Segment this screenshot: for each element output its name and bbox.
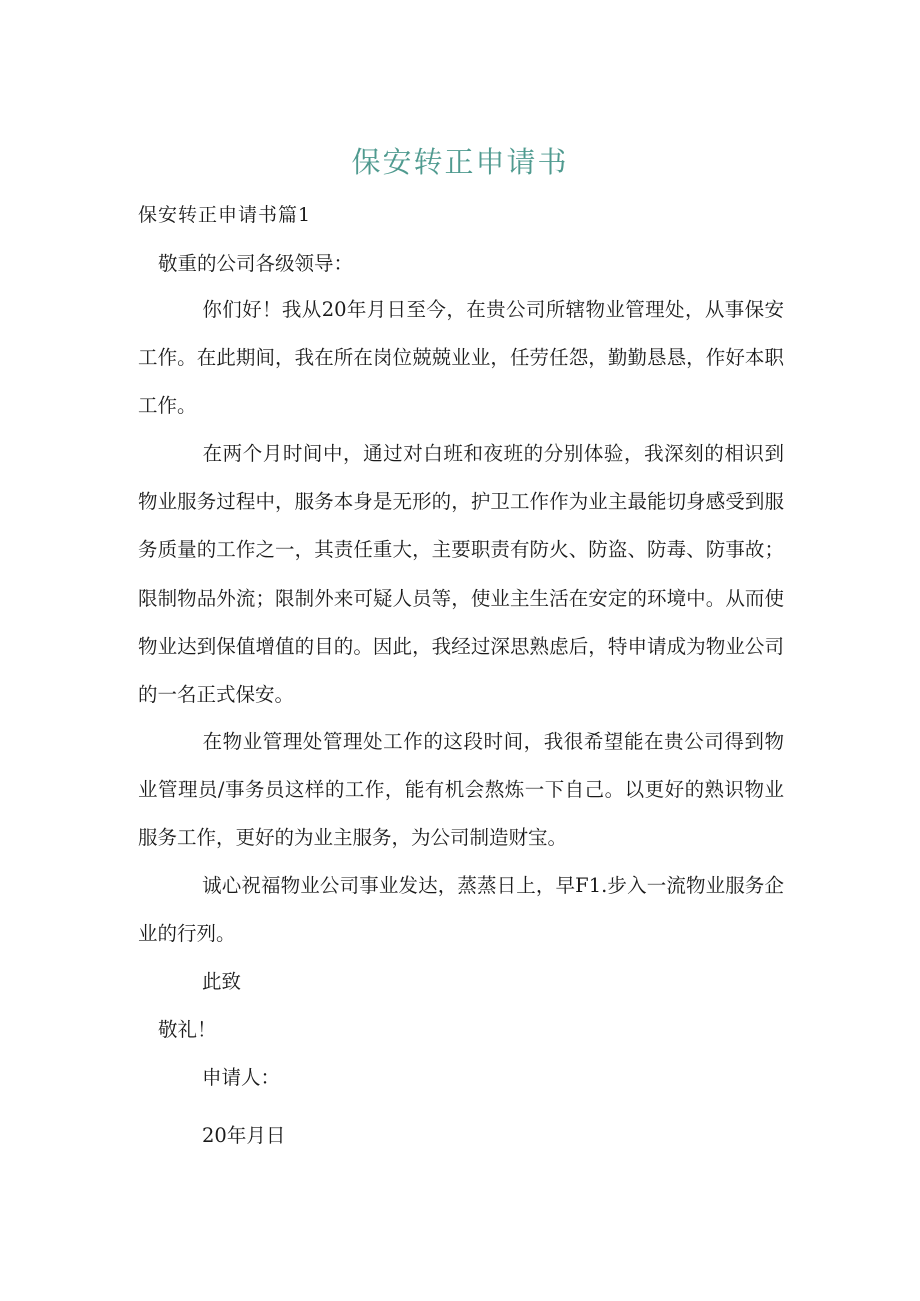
applicant-label: 申请人： xyxy=(202,1066,281,1089)
paragraph-2-text: 在两个月时间中，通过对白班和夜班的分别体验，我深刻的相识到物业服务过程中，服务本身是无形的，护卫工作作为业主最能切身感受到服务质量的工作之一，其责任重大，主要职责有防火、防盗、防毒、防事故；限制物品外流；限制外来可疑人员等，使业主生活在安定的环境中。从而使物业达到保值增值的目的。因此，我经过深思熟虑后，特申请成为物业公司的一名正式保安。 xyxy=(138,442,784,707)
closing-line-2: 敬礼！ xyxy=(158,1018,217,1041)
paragraph-4 xyxy=(138,862,784,958)
paragraph-3-text: 在物业管理处管理处工作的这段时间，我很希望能在贵公司得到物业管理员/事务员这样的工作，能有机会熬炼一下自己。以更好的熟识物业服务工作，更好的为业主服务，为公司制造财宝。 xyxy=(138,730,784,850)
signature-date: 20年月日 xyxy=(202,1124,286,1147)
paragraph-4-text: 诚心祝福物业公司事业发达，蒸蒸日上，早F1.步入一流物业服务企业的行列。 xyxy=(138,874,784,946)
paragraph-3 xyxy=(138,718,784,863)
document-title: 保安转正申请书 xyxy=(351,145,569,179)
paragraph-1 xyxy=(138,286,784,431)
closing-line-1: 此致 xyxy=(202,970,242,993)
salutation: 敬重的公司各级领导： xyxy=(158,252,354,275)
paragraph-2 xyxy=(138,430,784,719)
document-subtitle: 保安转正申请书篇1 xyxy=(138,204,312,226)
paragraph-1-text: 你们好！我从20年月日至今，在贵公司所辖物业管理处，从事保安工作。在此期间，我在所在岗位兢兢业业，任劳任怨，勤勤恳恳，作好本职工作。 xyxy=(138,298,784,418)
